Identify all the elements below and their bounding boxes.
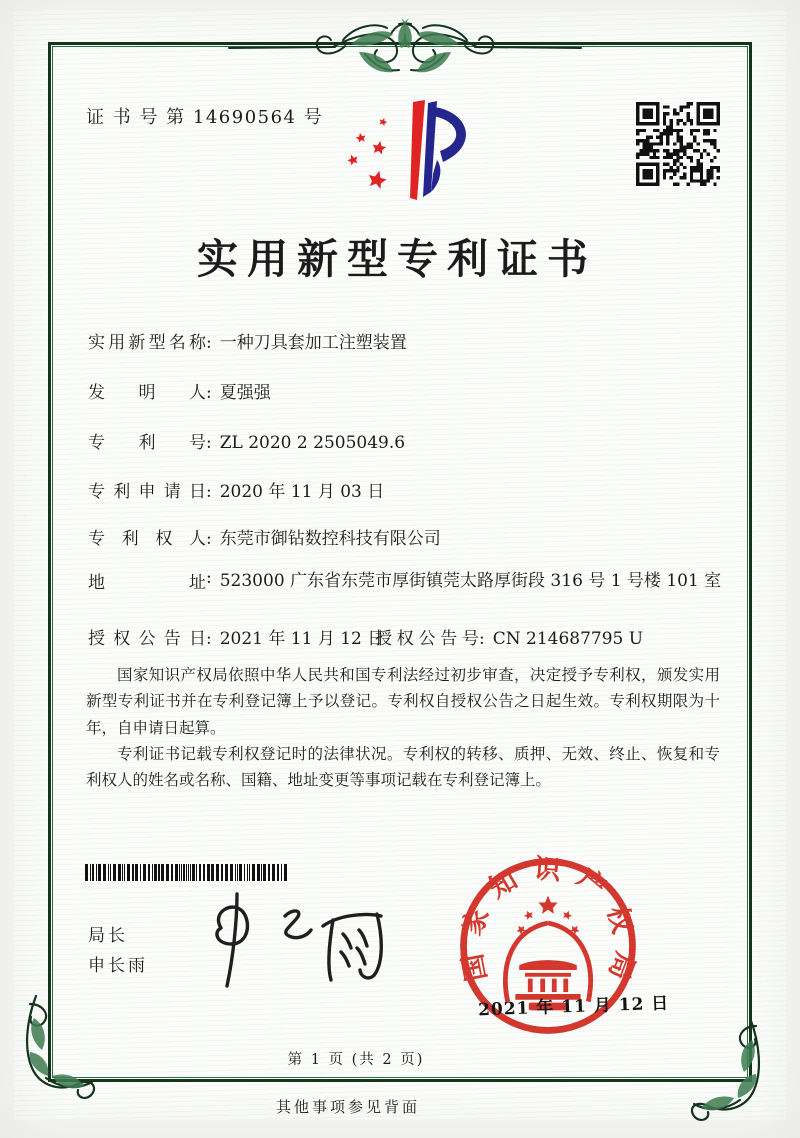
field-row-name: 实用新型名称: 一种刀具套加工注塑装置 xyxy=(88,328,407,353)
field-value: 夏强强 xyxy=(219,383,271,403)
page-number: 第 1 页 (共 2 页) xyxy=(287,1052,425,1068)
body-paragraph: 国家知识产权局依照中华人民共和国专利法经过初步审查，决定授予专利权，颁发实用新型专利证书并在专利登记簿上予以登记。专利权自授权公告之日起生效。专利权期限为十年，自申请日起算。 xyxy=(86,666,720,737)
legal-text xyxy=(86,662,720,794)
field-label: 授权公告号 xyxy=(375,629,479,649)
field-row-inventor: 发明人: 夏强强 xyxy=(88,378,271,403)
field-row-address: 地址 : 523000 广东省东莞市厚街镇莞太路厚街段 316 号 1 号楼 101 室 xyxy=(88,568,725,594)
certificate-number: 证 书 号 第 14690564 号 xyxy=(86,107,324,128)
signer-title: 局长 xyxy=(88,926,128,946)
field-label: 专利申请日 xyxy=(88,482,206,502)
cnipa-logo-icon xyxy=(327,94,479,208)
field-label: 授权公告日 xyxy=(88,629,206,649)
field-pair-grant-number: 授权公告号: CN 214687795 U xyxy=(375,624,643,649)
body-paragraph: 专利证书记载专利权登记时的法律状况。专利权的转移、质押、无效、终止、恢复和专利权人的姓名或名称、国籍、地址变更等事项记载在专利登记簿上。 xyxy=(86,745,720,790)
signer-name: 申长雨 xyxy=(88,956,148,976)
field-value: 一种刀具套加工注塑装置 xyxy=(219,333,407,353)
bottom-right-ornament-icon xyxy=(662,1016,770,1128)
page-title: 实用新型专利证书 xyxy=(197,235,597,283)
field-row-grant: 授权公告日: 2021 年 11 月 12 日 授权公告号: CN 214687795 U xyxy=(88,624,720,649)
field-row-patentee: 专利权人: 东莞市御钻数控科技有限公司 xyxy=(88,524,441,549)
barcode xyxy=(85,864,290,881)
field-label: 专利权人 xyxy=(88,529,206,549)
seal-date: 2021 年 11 月 12 日 xyxy=(477,993,670,1021)
field-value: 2020 年 11 月 03 日 xyxy=(219,482,385,502)
seal-agency-text: 国家知识产权局 xyxy=(454,853,642,998)
field-label: 实用新型名称 xyxy=(88,333,206,353)
field-value: 2021 年 11 月 12 日 xyxy=(219,629,385,649)
field-label: 发明人 xyxy=(88,383,206,403)
field-value: 523000 广东省东莞市厚街镇莞太路厚街段 316 号 1 号楼 101 室 xyxy=(219,571,722,591)
back-note: 其他事项参见背面 xyxy=(275,1098,420,1116)
field-value: 东莞市御钻数控科技有限公司 xyxy=(219,529,441,549)
field-row-patent-number: 专利号: ZL 2020 2 2505049.6 xyxy=(88,428,405,453)
field-label: 地址 xyxy=(88,573,206,593)
field-value: CN 214687795 U xyxy=(492,629,644,649)
top-ornament-icon xyxy=(225,14,585,86)
field-value: ZL 2020 2 2505049.6 xyxy=(219,433,406,453)
qr-code xyxy=(636,102,720,186)
field-label: 专利号 xyxy=(88,433,206,453)
handwritten-signature-icon xyxy=(185,886,405,996)
field-row-filing-date: 专利申请日: 2020 年 11 月 03 日 xyxy=(88,477,384,502)
